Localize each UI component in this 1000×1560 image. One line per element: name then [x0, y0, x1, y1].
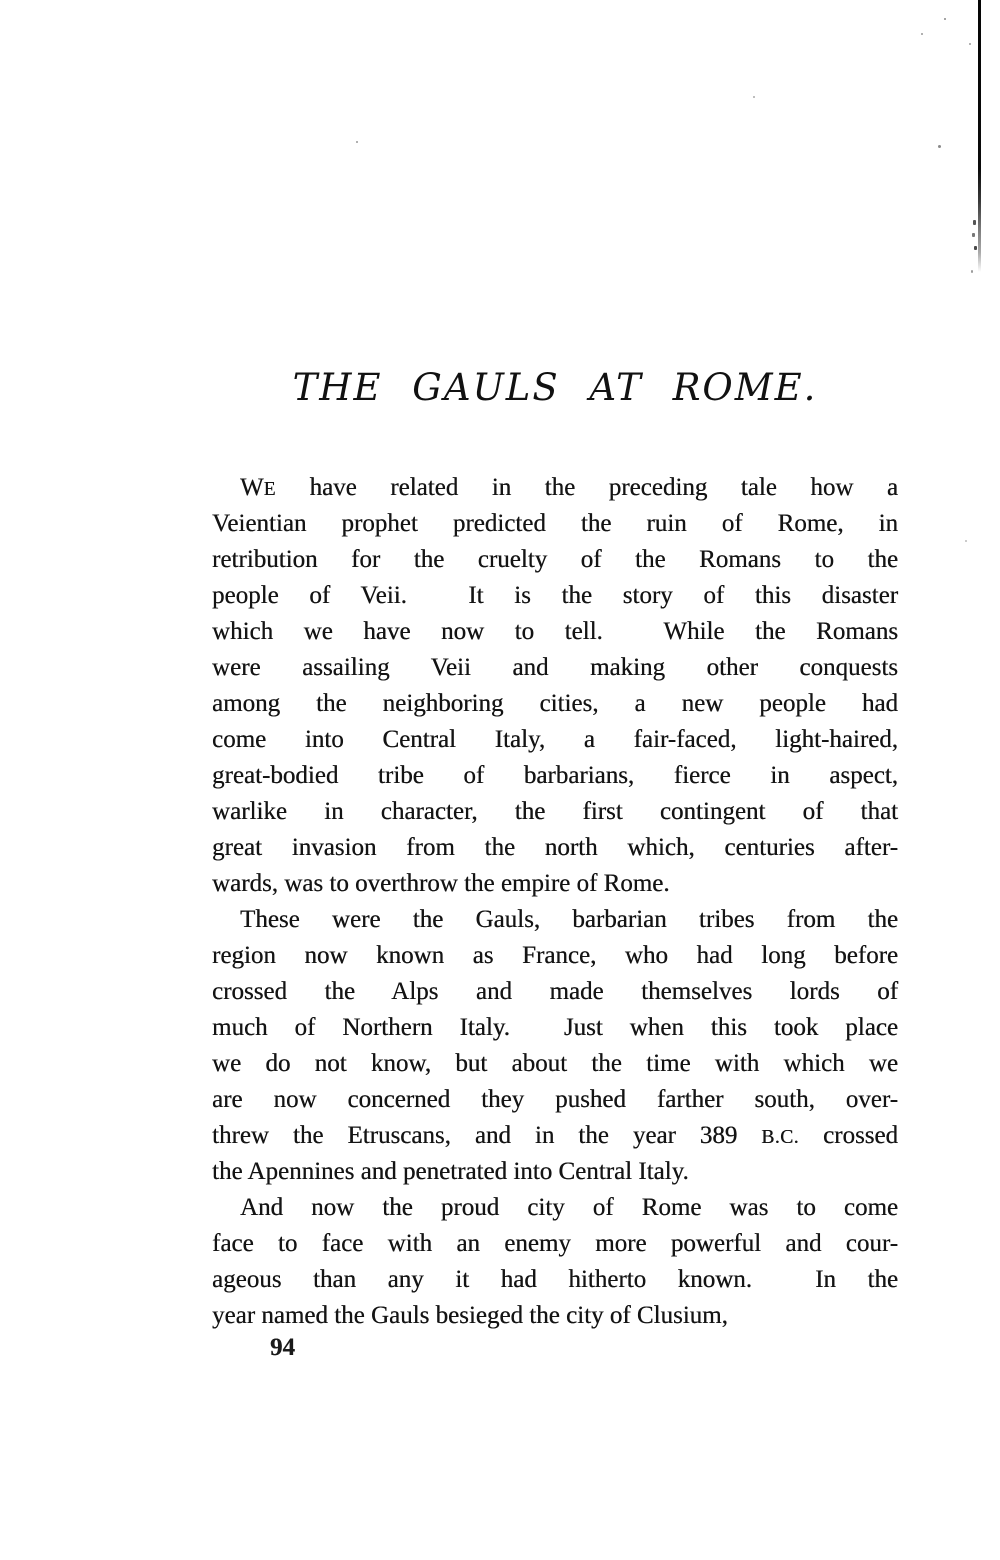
scan-speck [938, 145, 941, 148]
text-line: crossed the Alps and made themselves lords of [212, 978, 898, 1005]
text-line: great-bodied tribe of barbarians, fierce in aspect, [212, 762, 898, 789]
chapter-title: THE GAULS AT ROME. [292, 366, 818, 409]
text-line: wards, was to overthrow the empire of Rome. [212, 870, 670, 897]
text-line: And now the proud city of Rome was to come [240, 1194, 898, 1221]
text-line: much of Northern Italy. Just when this took place [212, 1014, 898, 1041]
scan-speck [973, 220, 976, 225]
text-line: which we have now to tell. While the Romans [212, 618, 898, 645]
body-text [212, 470, 898, 1334]
text-line: among the neighboring cities, a new people had [212, 690, 898, 717]
text-line: come into Central Italy, a fair-faced, light-haired, [212, 726, 898, 753]
text-line: threw the Etruscans, and in the year 389 B.C. crossed [212, 1122, 898, 1149]
scan-speck [969, 43, 971, 45]
scan-speck [921, 33, 923, 35]
small-caps-text: B.C. [761, 1127, 800, 1148]
text-line: great invasion from the north which, centuries after- [212, 834, 898, 861]
text-line: we do not know, but about the time with which we [212, 1050, 898, 1077]
scan-speck [971, 270, 973, 273]
page-number: 94 [270, 1334, 295, 1361]
scan-speck [965, 540, 967, 542]
scan-speck [753, 96, 755, 98]
scan-speck [974, 246, 977, 250]
text-line: people of Veii. It is the story of this disaster [212, 582, 898, 609]
text-line: are now concerned they pushed farther south, over- [212, 1086, 898, 1113]
small-caps-text: E [263, 479, 277, 500]
scan-speck [944, 18, 946, 20]
text-line: retribution for the cruelty of the Romans to the [212, 546, 898, 573]
text-line: WE have related in the preceding tale how a [240, 474, 898, 501]
text-line: were assailing Veii and making other conquests [212, 654, 898, 681]
text-line: Veientian prophet predicted the ruin of Rome, in [212, 510, 898, 537]
scan-speck [356, 141, 358, 143]
text-line: ageous than any it had hitherto known. In the [212, 1266, 898, 1293]
text-line: warlike in character, the first contingent of that [212, 798, 898, 825]
text-line: region now known as France, who had long before [212, 942, 898, 969]
text-line: These were the Gauls, barbarian tribes from the [240, 906, 898, 933]
scan-edge-line [978, 0, 981, 272]
text-line: year named the Gauls besieged the city of Clusium, [212, 1302, 728, 1329]
text-line: the Apennines and penetrated into Central Italy. [212, 1158, 689, 1185]
text-line: face to face with an enemy more powerful and cour- [212, 1230, 898, 1257]
scan-speck [972, 233, 975, 237]
